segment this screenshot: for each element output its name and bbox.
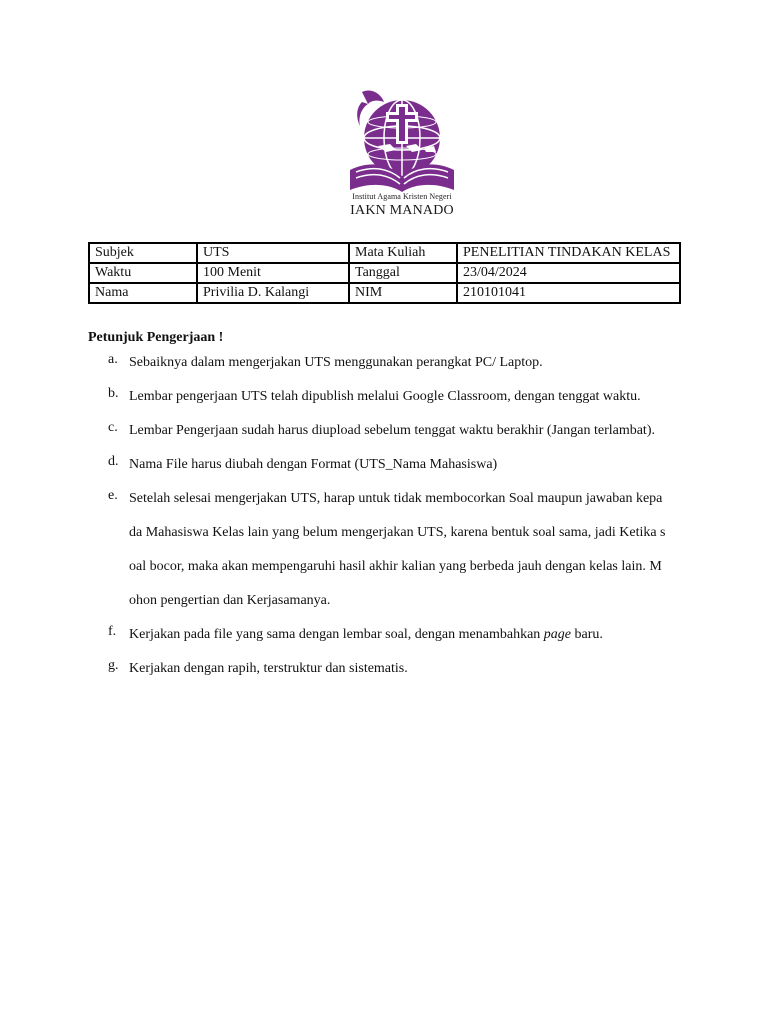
table-row (89, 243, 680, 263)
list-item (88, 488, 688, 624)
list-marker: a. (108, 352, 118, 367)
list-item (88, 352, 688, 386)
list-marker: c. (108, 420, 118, 435)
list-item-text: Lembar Pengerjaan sudah harus diupload sebelum tenggat waktu berakhir (Jangan terlambat). (129, 423, 655, 438)
list-item-text (129, 624, 688, 658)
list-item-text: Kerjakan dengan rapih, terstruktur dan sistematis. (129, 661, 408, 676)
table-cell: Nama (89, 283, 197, 303)
list-item (88, 386, 688, 420)
italic-word: page (543, 627, 571, 642)
list-item-text: Nama File harus diubah dengan Format (UTS_Nama Mahasiswa) (129, 457, 498, 472)
table-cell: 100 Menit (197, 263, 349, 283)
list-item-text-line: oal bocor, maka akan mempengaruhi hasil akhir kalian yang berbeda jauh dengan kelas lain. M (129, 559, 662, 574)
table-cell: 23/04/2024 (457, 263, 680, 283)
list-marker: f. (108, 624, 117, 639)
list-item (88, 658, 688, 692)
list-item-text-line: ohon pengertian dan Kerjasamanya. (129, 593, 331, 608)
list-item-text: Sebaiknya dalam mengerjakan UTS menggunakan perangkat PC/ Laptop. (129, 355, 543, 370)
table-cell: PENELITIAN TINDAKAN KELAS (457, 243, 680, 263)
list-item-text: Lembar pengerjaan UTS telah dipublish melalui Google Classroom, dengan tenggat waktu. (129, 389, 641, 404)
list-marker: d. (108, 454, 119, 469)
course-info-table (88, 242, 681, 304)
table-cell: Subjek (89, 243, 197, 263)
institution-line: Institut Agama Kristen Negeri (352, 192, 452, 201)
list-item (88, 420, 688, 454)
table-row (89, 283, 680, 303)
table-cell: Mata Kuliah (349, 243, 457, 263)
table-row (89, 263, 680, 283)
instructions-heading: Petunjuk Pengerjaan ! (88, 330, 224, 345)
text-segment: baru. (571, 627, 603, 642)
table-cell: NIM (349, 283, 457, 303)
table-cell: 210101041 (457, 283, 680, 303)
list-marker: g. (108, 658, 119, 673)
iakn-logo (340, 86, 464, 222)
list-item (88, 624, 688, 658)
table-cell: UTS (197, 243, 349, 263)
list-item (88, 454, 688, 488)
instructions-list (88, 352, 688, 692)
list-item-text-line: da Mahasiswa Kelas lain yang belum mengerjakan UTS, karena bentuk soal sama, jadi Ketika s (129, 525, 666, 540)
list-marker: b. (108, 386, 119, 401)
table-cell: Tanggal (349, 263, 457, 283)
globe-cross-book-emblem (340, 86, 464, 192)
table-cell: Privilia D. Kalangi (197, 283, 349, 303)
institution-name: IAKN MANADO (350, 203, 454, 218)
list-item-text-line: Setelah selesai mengerjakan UTS, harap untuk tidak membocorkan Soal maupun jawaban kepa (129, 491, 663, 506)
list-marker: e. (108, 488, 118, 503)
text-segment: Kerjakan pada file yang sama dengan lembar soal, dengan menambahkan (129, 627, 544, 642)
table-cell: Waktu (89, 263, 197, 283)
